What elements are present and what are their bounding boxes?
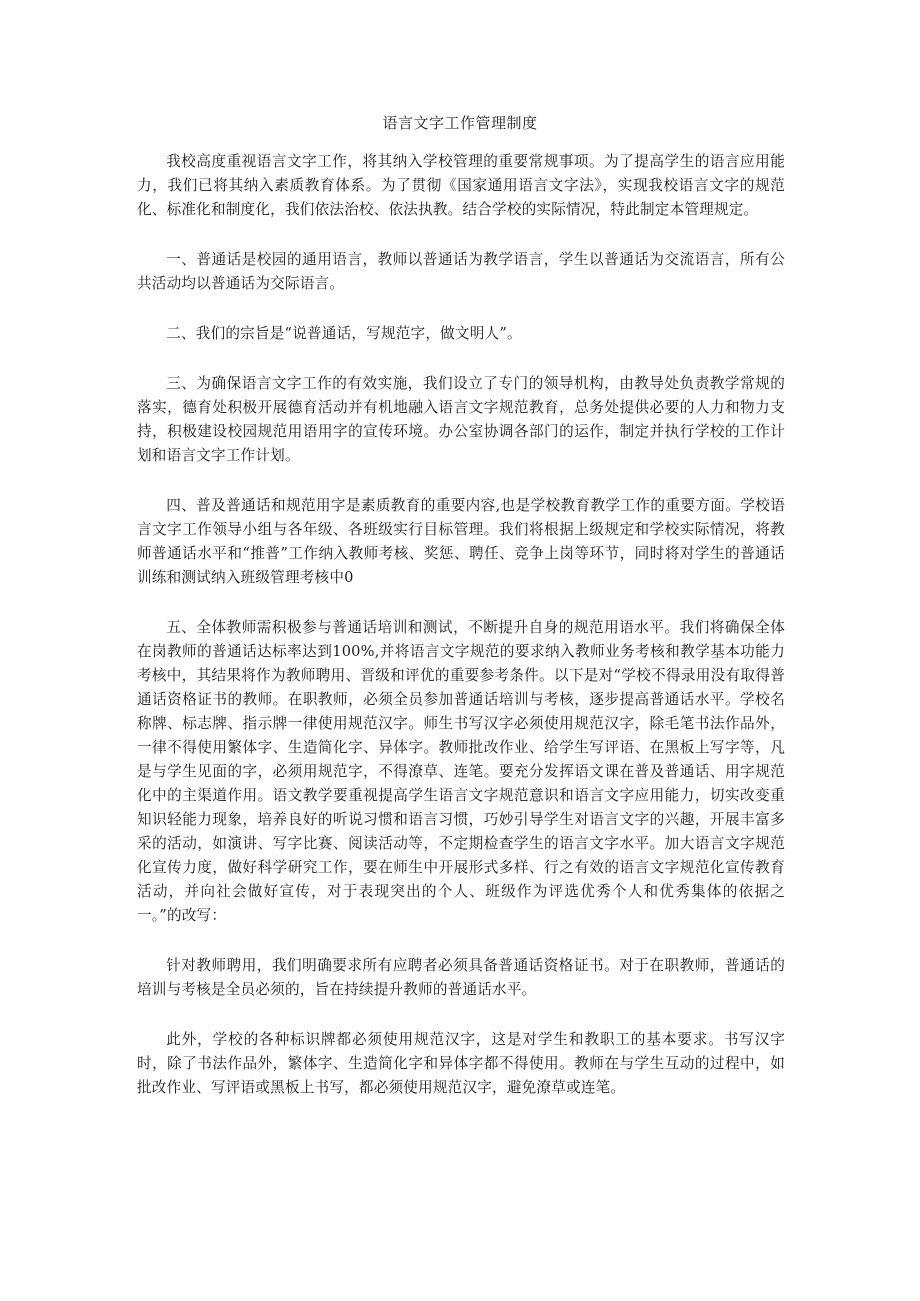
- paragraph-signage: 此外，学校的各种标识牌都必须使用规范汉字，这是对学生和教职工的基本要求。书写汉字时，除了书法作品外，繁体字、生造简化字和异体字都不得使用。教师在与学生互动的过程中，如批改作业、写评语或黑板上书写，都必须使用规范汉字，避免潦草或连笔。: [137, 1031, 785, 1096]
- paragraph-intro: 我校高度重视语言文字工作，将其纳入学校管理的重要常规事项。为了提高学生的语言应用能力，我们已将其纳入素质教育体系。为了贯彻《国家通用语言文字法》，实现我校语言文字的规范化、标准化和制度化，我们依法治校、依法执教。结合学校的实际情况，特此制定本管理规定。: [137, 153, 785, 218]
- document-body: [137, 150, 785, 1126]
- paragraph-article-3: 三、为确保语言文字工作的有效实施，我们设立了专门的领导机构，由教导处负责教学常规的落实，德育处积极开展德育活动并有机地融入语言文字规范教育，总务处提供必要的人力和物力支持，积极建设校园规范用语用字的宣传环境。办公室协调各部门的运作，制定并执行学校的工作计划和语言文字工作计划。: [137, 375, 785, 464]
- paragraph-teacher-hiring: 针对教师聘用，我们明确要求所有应聘者必须具备普通话资格证书。对于在职教师，普通话的培训与考核是全员必须的，旨在持续提升教师的普通话水平。: [137, 957, 785, 998]
- paragraph-article-1: 一、普通话是校园的通用语言，教师以普通话为教学语言，学生以普通话为交流语言，所有公共活动均以普通话为交际语言。: [137, 251, 785, 292]
- paragraph-article-2: 二、我们的宗旨是“说普通话，写规范字，做文明人”。: [166, 325, 522, 342]
- paragraph-article-5: 五、全体教师需积极参与普通话培训和测试，不断提升自身的规范用语水平。我们将确保全体在岗教师的普通话达标率达到100%,并将语言文字规范的要求纳入教师业务考核和教学基本功能力考核中，其结果将作为教师聘用、晋级和评优的重要参考条件。以下是对“学校不得录用没有取得普通话资格证书的教师。在职教师，必须全员参加普通话培训与考核，逐步提高普通话水平。学校名称牌、标志牌、指示牌一律使用规范汉字。师生书写汉字必须使用规范汉字，除毛笔书法作品外，一律不得使用繁体字、生造简化字、异体字。教师批改作业、给学生写评语、在黑板上写字等，凡是与学生见面的字，必须用规范字，不得潦草、连笔。要充分发挥语文课在普及普通话、用字规范化中的主渠道作用。语文教学要重视提高学生语言文字规范意识和语言文字应用能力，切实改变重知识轻能力现象，培养良好的听说习惯和语言习惯，巧妙引导学生对语言文字的兴趣，开展丰富多采的活动，如演讲、写字比赛、阅读活动等，不定期检查学生的语言文字水平。加大语言文字规范化宣传力度，做好科学研究工作，要在师生中开展形式多样、行之有效的语言文字规范化宣传教育活动，并向社会做好宣传，对于表现突出的个人、班级作为评选优秀个人和优秀集体的依据之一。”的改写：: [137, 619, 785, 924]
- document-title: 语言文字工作管理制度: [382, 114, 538, 132]
- paragraph-article-4: 四、普及普通话和规范用字是素质教育的重要内容,也是学校教育教学工作的重要方面。学校语言文字工作领导小组与各年级、各班级实行目标管理。我们将根据上级规定和学校实际情况，将教师普通话水平和“推普”工作纳入教师考核、奖惩、聘任、竞争上岗等环节，同时将对学生的普通话训练和测试纳入班级管理考核中0: [137, 497, 785, 586]
